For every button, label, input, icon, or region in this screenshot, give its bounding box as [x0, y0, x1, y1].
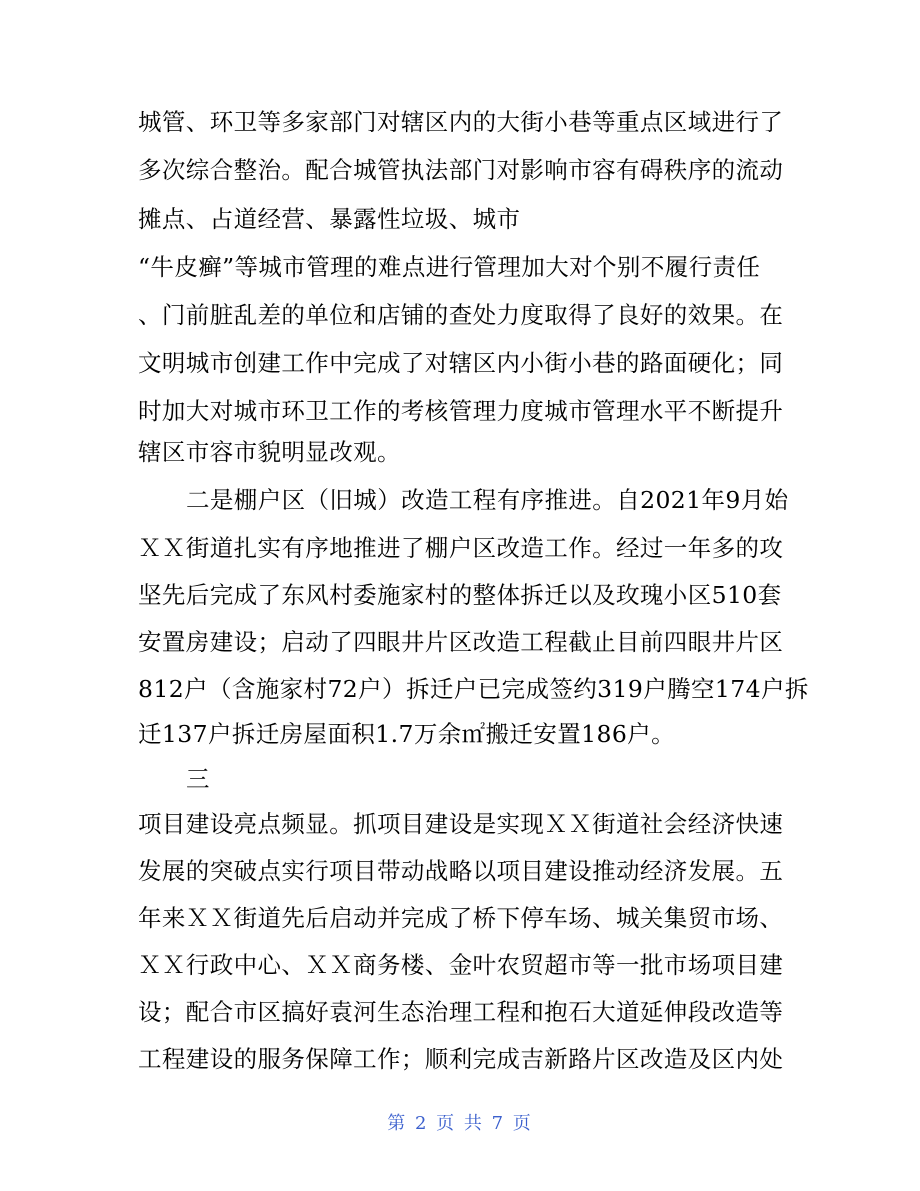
text-line: 发展的突破点实行项目带动战略以项目建设推动经济发展。五 [138, 857, 784, 885]
text-line: 设；配合市区搞好袁河生态治理工程和抱石大道延伸段改造等 [138, 998, 784, 1026]
text-line: 坚先后完成了东风村委施家村的整体拆迁以及玫瑰小区510套 [138, 581, 782, 609]
text-line: “牛皮癣”等城市管理的难点进行管理加大对个别不履行责任 [138, 253, 761, 281]
text-line: 文明城市创建工作中完成了对辖区内小街小巷的路面硬化；同 [138, 349, 784, 377]
text-line: 时加大对城市环卫工作的考核管理力度城市管理水平不断提升 [138, 397, 784, 425]
text-line: 安置房建设；启动了四眼井片区改造工程截止目前四眼井片区 [138, 628, 784, 656]
text-line: 多次综合整治。配合城管执法部门对影响市容有碍秩序的流动 [138, 156, 784, 184]
text-line: 城管、环卫等多家部门对辖区内的大街小巷等重点区域进行了 [138, 108, 784, 136]
text-line: 摊点、占道经营、暴露性垃圾、城市 [138, 205, 521, 233]
text-line: 812户（含施家村72户）拆迁户已完成签约319户腾空174户拆 [138, 675, 809, 703]
text-line: 工程建设的服务保障工作；顺利完成吉新路片区改造及区内处 [138, 1045, 784, 1073]
section-number: 三 [186, 765, 210, 793]
text-line: ＸＸ街道扎实有序地推进了棚户区改造工作。经过一年多的攻 [138, 534, 784, 562]
page-number-footer: 第 2 页 共 7 页 [387, 1113, 533, 1134]
text-line: ＸＸ行政中心、ＸＸ商务楼、金叶农贸超市等一批市场项目建 [138, 951, 784, 979]
paragraph-start-line: 二是棚户区（旧城）改造工程有序推进。自2021年9月始 [186, 486, 789, 514]
text-line: 年来ＸＸ街道先后启动并完成了桥下停车场、城关集贸市场、 [138, 904, 784, 932]
text-line: 辖区市容市貌明显改观。 [138, 438, 401, 466]
text-line: 项目建设亮点频显。抓项目建设是实现ＸＸ街道社会经济快速 [138, 810, 784, 838]
text-line: 迁137户拆迁房屋面积1.7万余㎡搬迁安置186户。 [138, 720, 675, 748]
text-line: 、门前脏乱差的单位和店铺的查处力度取得了良好的效果。在 [138, 301, 784, 329]
